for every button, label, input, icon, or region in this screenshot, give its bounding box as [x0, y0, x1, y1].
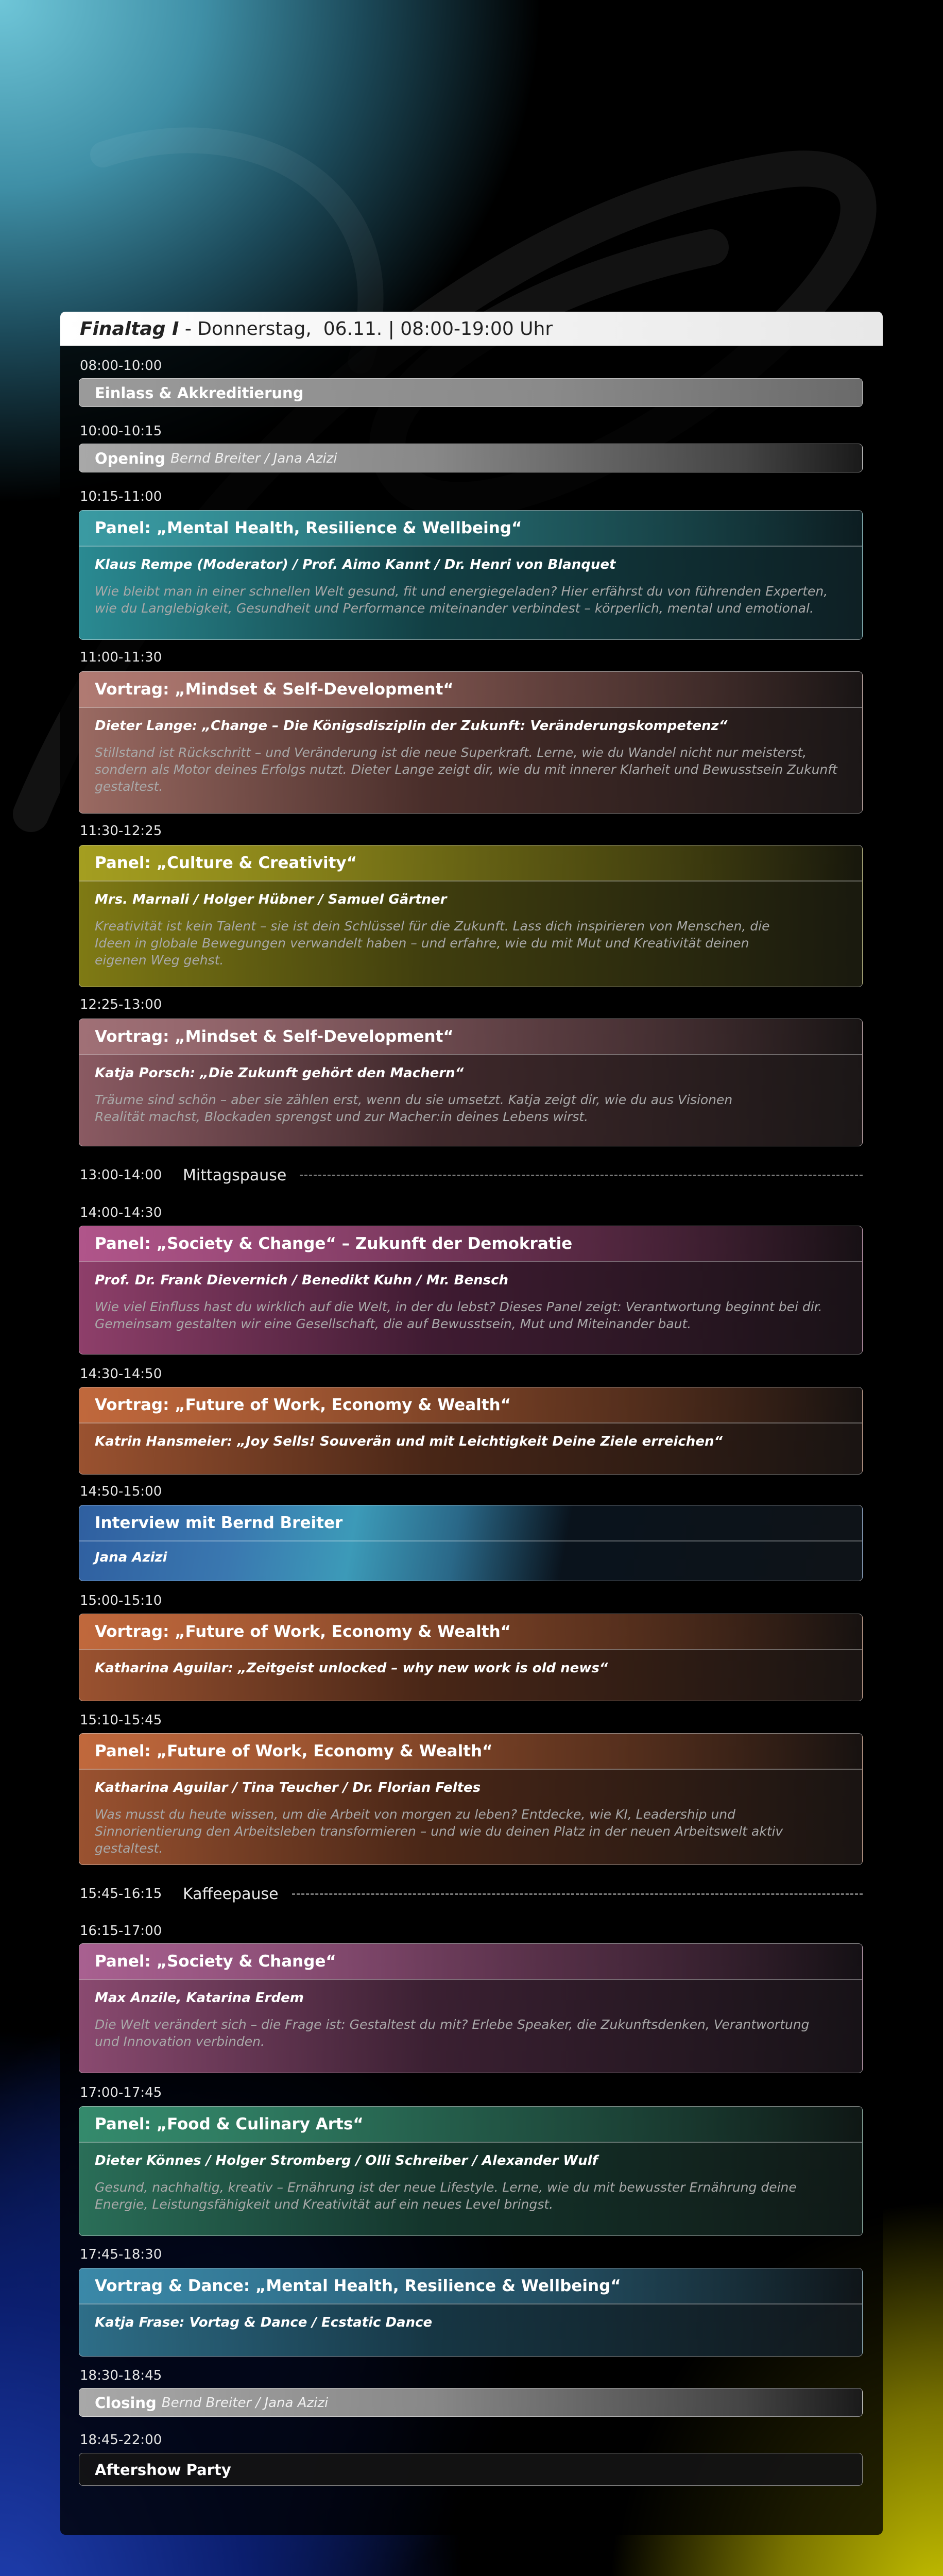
item-subtitle: Bernd Breiter / Jana Azizi	[170, 451, 337, 466]
item-description: Stillstand ist Rückschritt – und Veränderung ist die neue Superkraft. Lerne, wie du Wandel nicht nur meisterst, sondern als Motor deines Erfolgs nutzt. Dieter Lange zeigt dir, wie du mit innerer Klarheit und Bewusstsein Zukunft gestaltest.	[95, 744, 837, 794]
item-title: Vortrag & Dance: „Mental Health, Resilience & Wellbeing“	[95, 2277, 621, 2295]
schedule-item[interactable]	[79, 1943, 863, 2073]
item-title: Closing	[95, 2394, 157, 2412]
schedule-item[interactable]	[79, 1226, 863, 1354]
item-title: Vortrag: „Future of Work, Economy & Wealth“	[95, 1622, 511, 1641]
time-label: 08:00-10:00	[80, 358, 162, 374]
item-description: Wie viel Einfluss hast du wirklich auf die Welt, in der du lebst? Dieses Panel zeigt: Verantwortung beginnt bei dir. Gemeinsam gestalten wir eine Gesellschaft, die auf Bewusstsein, Mut und Miteinander baut.	[95, 1299, 822, 1331]
item-description: Träume sind schön – aber sie zählen erst, wenn du sie umsetzt. Katja zeigt dir, wie du aus Visionen Realität machst, Blockaden sprengst und zur Macher:in deines Lebens wirst.	[95, 1092, 733, 1124]
item-speakers: Mrs. Marnali / Holger Hübner / Samuel Gärtner	[95, 891, 447, 907]
coffee-break-row	[80, 1885, 863, 1903]
dashed-divider	[300, 1175, 863, 1176]
schedule-item[interactable]	[79, 378, 863, 407]
time-label: 17:00-17:45	[80, 2085, 162, 2100]
break-label: Kaffeepause	[183, 1885, 279, 1903]
item-title: Aftershow Party	[95, 2461, 231, 2479]
time-label: 13:00-14:00	[80, 1167, 162, 1183]
item-title: Vortrag: „Future of Work, Economy & Wealth“	[95, 1396, 511, 1414]
item-speakers: Jana Azizi	[95, 1549, 167, 1565]
schedule-item[interactable]	[79, 1733, 863, 1865]
time-label: 16:15-17:00	[80, 1923, 162, 1939]
item-title: Einlass & Akkreditierung	[95, 384, 304, 402]
time-label: 15:00-15:10	[80, 1593, 162, 1608]
time-label: 11:30-12:25	[80, 823, 162, 839]
day-date-time: - Donnerstag, 06.11. | 08:00-19:00 Uhr	[179, 318, 553, 340]
item-title: Panel: „Food & Culinary Arts“	[95, 2115, 364, 2133]
item-title: Interview mit Bernd Breiter	[95, 1514, 343, 1532]
item-title: Panel: „Mental Health, Resilience & Wellbeing“	[95, 519, 522, 537]
dashed-divider	[292, 1893, 863, 1895]
item-description: Kreativität ist kein Talent – sie ist dein Schlüssel für die Zukunft. Lass dich inspirieren von Menschen, die Ideen in globale Bewegungen verwandelt haben – und erfahre, wie du mit Mut und Kreativität deinen eigenen Weg gehst.	[95, 918, 770, 968]
item-title: Vortrag: „Mindset & Self-Development“	[95, 1027, 454, 1046]
item-title: Panel: „Culture & Creativity“	[95, 854, 357, 872]
item-title: Panel: „Society & Change“	[95, 1952, 336, 1971]
day-title: Finaltag I	[80, 318, 179, 340]
schedule-item[interactable]	[79, 845, 863, 987]
item-speakers: Klaus Rempe (Moderator) / Prof. Aimo Kannt / Dr. Henri von Blanquet	[95, 556, 616, 572]
schedule-item[interactable]	[79, 510, 863, 640]
schedule-item[interactable]	[79, 2388, 863, 2417]
time-label: 10:00-10:15	[80, 423, 162, 439]
item-speakers: Katharina Aguilar / Tina Teucher / Dr. Florian Feltes	[95, 1780, 481, 1795]
schedule-item[interactable]	[79, 1614, 863, 1701]
schedule-item[interactable]	[79, 1505, 863, 1581]
schedule-item[interactable]	[79, 1387, 863, 1475]
time-label: 14:00-14:30	[80, 1205, 162, 1221]
schedule-item[interactable]	[79, 444, 863, 472]
schedule-item[interactable]	[79, 2268, 863, 2357]
break-label: Mittagspause	[183, 1166, 287, 1184]
time-label: 18:45-22:00	[80, 2432, 162, 2448]
item-speakers: Katharina Aguilar: „Zeitgeist unlocked – why new work is old news“	[95, 1660, 608, 1676]
lunch-break-row	[80, 1166, 863, 1184]
time-label: 17:45-18:30	[80, 2247, 162, 2262]
time-label: 15:45-16:15	[80, 1886, 162, 1902]
item-speakers: Katrin Hansmeier: „Joy Sells! Souverän und mit Leichtigkeit Deine Ziele erreichen“	[95, 1433, 723, 1449]
time-label: 18:30-18:45	[80, 2368, 162, 2383]
schedule-item[interactable]	[79, 2453, 863, 2486]
item-title: Opening	[95, 450, 166, 467]
item-description: Wie bleibt man in einer schnellen Welt gesund, fit und energiegeladen? Hier erfährst du von führenden Experten, wie du Langlebigkeit, Gesundheit und Performance miteinander verbindest – körperlich, mental und emotional.	[95, 583, 828, 616]
item-title: Vortrag: „Mindset & Self-Development“	[95, 680, 454, 699]
item-speakers: Dieter Könnes / Holger Stromberg / Olli Schreiber / Alexander Wulf	[95, 2153, 598, 2168]
item-title: Panel: „Future of Work, Economy & Wealth“	[95, 1742, 493, 1760]
time-label: 10:15-11:00	[80, 489, 162, 504]
schedule-header	[60, 312, 883, 346]
schedule-item[interactable]	[79, 671, 863, 814]
item-description: Gesund, nachhaltig, kreativ – Ernährung ist der neue Lifestyle. Lerne, wie du mit bewusster Ernährung deine Energie, Leistungsfähigkeit und Kreativität auf ein neues Level bringst.	[95, 2179, 797, 2212]
item-speakers: Dieter Lange: „Change – Die Königsdisziplin der Zukunft: Veränderungskompetenz“	[95, 718, 728, 734]
item-title: Panel: „Society & Change“ – Zukunft der Demokratie	[95, 1234, 573, 1253]
item-speakers: Max Anzile, Katarina Erdem	[95, 1990, 304, 2006]
item-description: Was musst du heute wissen, um die Arbeit von morgen zu leben? Entdecke, wie KI, Leadership und Sinnorientierung den Arbeitsleben transformieren – und wie du deinen Platz in der neuen Arbeitswelt aktiv gestaltest.	[95, 1806, 783, 1856]
item-description: Die Welt verändert sich – die Frage ist: Gestaltest du mit? Erlebe Speaker, die Zukunftsdenken, Verantwortung und Innovation verbinden.	[95, 2016, 810, 2049]
item-subtitle: Bernd Breiter / Jana Azizi	[161, 2395, 329, 2411]
item-speakers: Katja Porsch: „Die Zukunft gehört den Machern“	[95, 1065, 464, 1081]
time-label: 14:50-15:00	[80, 1484, 162, 1499]
schedule-item[interactable]	[79, 1019, 863, 1146]
time-label: 15:10-15:45	[80, 1713, 162, 1728]
item-speakers: Prof. Dr. Frank Dievernich / Benedikt Kuhn / Mr. Bensch	[95, 1272, 509, 1288]
time-label: 11:00-11:30	[80, 650, 162, 665]
schedule-item[interactable]	[79, 2106, 863, 2236]
time-label: 12:25-13:00	[80, 997, 162, 1012]
time-label: 14:30-14:50	[80, 1366, 162, 1382]
item-speakers: Katja Frase: Vortag & Dance / Ecstatic Dance	[95, 2314, 433, 2330]
